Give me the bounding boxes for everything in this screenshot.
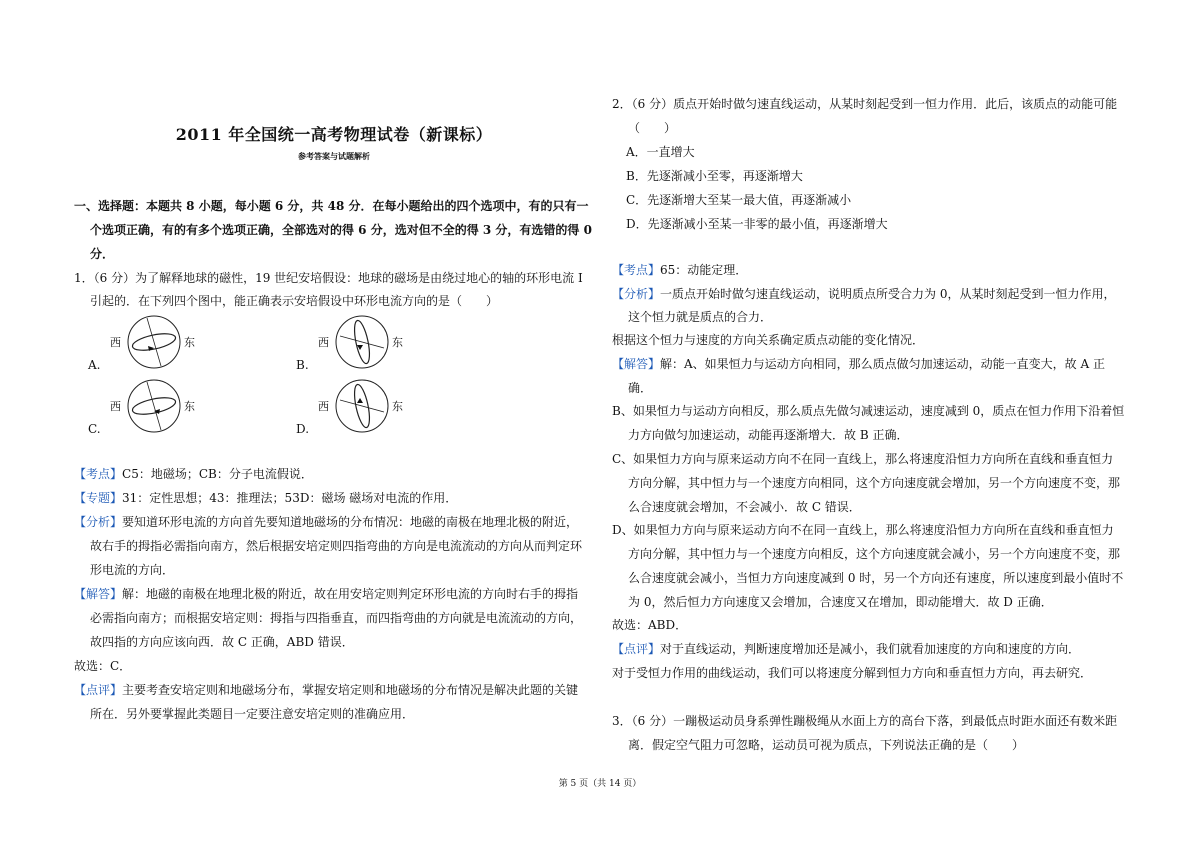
- q2-jieda-line: 力方向做匀加速运动，动能再逐渐增大．故 B 正确．: [628, 428, 909, 442]
- q2-stem-line: 2．（6 分）质点开始时做匀速直线运动，从某时刻起受到一恒力作用．此后，该质点的动能可能: [612, 97, 1118, 111]
- west-label: 西: [318, 336, 329, 349]
- q2-option-b[interactable]: B．先逐渐减小至零，再逐渐增大: [626, 169, 803, 183]
- q2-jieda-line: 么合速度就会减小，当恒力方向速度减到 0 时，另一个方向还有速度，所以速度到最小值时不: [628, 571, 1124, 585]
- west-label: 西: [110, 400, 121, 413]
- q1-option-c[interactable]: [88, 376, 218, 440]
- jieda-tag: 【解答】: [74, 587, 123, 601]
- q1-stem-line: 引起的．在下列四个图中，能正确表示安培假设中环形电流方向的是（ ）: [90, 294, 499, 308]
- option-label: C.: [88, 422, 101, 436]
- kaodian-tag: 【考点】: [612, 263, 661, 277]
- q2-kaodian: 【考点】65：动能定理．: [612, 263, 748, 277]
- q2-dianping: 【点评】对于直线运动，判断速度增加还是减小，我们就看加速度的方向和速度的方向．: [612, 642, 1081, 656]
- q1-answer: 故选：C．: [74, 659, 132, 673]
- q1-dianping: 【点评】主要考查安培定则和地磁场分布，掌握安培定则和地磁场的分布情况是解决此题的关键: [74, 683, 579, 697]
- q2-jieda-line: B、如果恒力与运动方向相反，那么质点先做匀减速运动，速度减到 0，质点在恒力作用下沿着恒: [612, 404, 1125, 418]
- q2-option-c[interactable]: C．先逐渐增大至某一最大值，再逐渐减小: [626, 193, 852, 207]
- q2-jieda-line: 为 0，然后恒力方向速度又会增加，合速度又在增加，即动能增大．故 D 正确．: [628, 595, 1053, 609]
- q2-jieda: 【解答】解：A、如果恒力与运动方向相同，那么质点做匀加速运动，动能一直变大，故 A 正: [612, 357, 1105, 371]
- globe-current-d-icon: [332, 376, 392, 436]
- east-label: 东: [392, 336, 403, 349]
- q1-option-d[interactable]: [296, 376, 426, 440]
- jieda-tag: 【解答】: [612, 357, 661, 371]
- q1-kaodian: 【考点】C5：地磁场；CB：分子电流假说．: [74, 467, 313, 481]
- q2-fenxi-line: 这个恒力就是质点的合力．: [628, 310, 773, 324]
- q2-jieda-line: 确．: [628, 381, 653, 395]
- page-subtitle: 参考答案与试题解析: [298, 151, 370, 161]
- q2-dianping-line: 对于受恒力作用的曲线运动，我们可以将速度分解到恒力方向和垂直恒力方向，再去研究．: [612, 666, 1093, 680]
- q1-jieda-line: 故四指的方向应该向西．故 C 正确，ABD 错误．: [90, 635, 354, 649]
- q2-option-a[interactable]: A．一直增大: [626, 145, 695, 159]
- west-label: 西: [110, 336, 121, 349]
- section-heading-line: 一、选择题：本题共 8 小题，每小题 6 分，共 48 分．在每小题给出的四个选项中，有的只有一: [74, 199, 589, 213]
- option-label: B.: [296, 358, 309, 372]
- globe-current-c-icon: [124, 376, 184, 436]
- fenxi-tag: 【分析】: [74, 515, 123, 529]
- q2-option-d[interactable]: D．先逐渐减小至某一非零的最小值，再逐渐增大: [626, 217, 888, 231]
- q1-dianping-line: 所在．另外要掌握此类题目一定要注意安培定则的准确应用．: [90, 707, 415, 721]
- section-heading-line: 个选项正确，有的有多个选项正确，全部选对的得 6 分，选对但不全的得 3 分，有选错的得 0: [90, 223, 592, 237]
- q2-jieda-line: 么合速度就会增加，不会减小．故 C 错误．: [628, 500, 861, 514]
- q3-stem-line: 3．（6 分）一蹦极运动员身系弹性蹦极绳从水面上方的高台下落，到最低点时距水面还有数米距: [612, 714, 1118, 728]
- q1-option-a[interactable]: [88, 312, 218, 376]
- option-label: A.: [88, 358, 101, 372]
- q1-fenxi-line: 形电流的方向．: [90, 563, 175, 577]
- q3-stem-line: 离．假定空气阻力可忽略，运动员可视为质点，下列说法正确的是（ ）: [628, 738, 1025, 752]
- q2-fenxi: 【分析】一质点开始时做匀速直线运动，说明质点所受合力为 0，从某时刻起受到一恒力作用，: [612, 287, 1116, 301]
- q2-answer: 故选：ABD．: [612, 618, 688, 632]
- q2-fenxi-line: 根据这个恒力与速度的方向关系确定质点动能的变化情况．: [612, 333, 925, 347]
- q1-jieda-line: 必需指向南方；而根据安培定则：拇指与四指垂直，而四指弯曲的方向就是电流流动的方向，: [90, 611, 583, 625]
- globe-current-a-icon: [124, 312, 184, 372]
- page-footer: 第 5 页（共 14 页）: [558, 779, 642, 789]
- west-label: 西: [318, 400, 329, 413]
- east-label: 东: [184, 336, 195, 349]
- q1-jieda: 【解答】解：地磁的南极在地理北极的附近，故在用安培定则判定环形电流的方向时右手的拇指: [74, 587, 579, 601]
- q2-jieda-line: D、如果恒力方向与原来运动方向不在同一直线上，那么将速度沿恒力方向所在直线和垂直恒力: [612, 523, 1114, 537]
- east-label: 东: [392, 400, 403, 413]
- section-heading-line: 分．: [90, 247, 115, 261]
- q1-zhuanti: 【专题】31：定性思想；43：推理法；53D：磁场 磁场对电流的作用．: [74, 491, 458, 505]
- east-label: 东: [184, 400, 195, 413]
- option-label: D.: [296, 422, 310, 436]
- fenxi-tag: 【分析】: [612, 287, 661, 301]
- q2-stem-line: （ ）: [628, 121, 677, 135]
- page-title: 2011 年全国统一高考物理试卷（新课标）: [175, 125, 493, 144]
- q1-option-b[interactable]: [296, 312, 426, 376]
- q2-jieda-line: 方向分解，其中恒力与一个速度方向相同，这个方向速度就会增加，另一个方向速度不变，那: [628, 476, 1121, 490]
- q1-fenxi-line: 故右手的拇指必需指向南方，然后根据安培定则四指弯曲的方向是电流流动的方向从而判定环: [90, 539, 583, 553]
- q1-stem-line: 1．（6 分）为了解释地球的磁性，19 世纪安培假设：地球的磁场是由绕过地心的轴的环形电流 I: [74, 271, 583, 285]
- dianping-tag: 【点评】: [74, 683, 123, 697]
- zhuanti-tag: 【专题】: [74, 491, 123, 505]
- dianping-tag: 【点评】: [612, 642, 661, 656]
- q2-jieda-line: 方向分解，其中恒力与一个速度方向相反，这个方向速度就会减小，另一个方向速度不变，那: [628, 547, 1121, 561]
- kaodian-tag: 【考点】: [74, 467, 123, 481]
- q1-fenxi: 【分析】要知道环形电流的方向首先要知道地磁场的分布情况：地磁的南极在地理北极的附近，: [74, 515, 579, 529]
- globe-current-b-icon: [332, 312, 392, 372]
- q2-jieda-line: C、如果恒力方向与原来运动方向不在同一直线上，那么将速度沿恒力方向所在直线和垂直恒力: [612, 452, 1114, 466]
